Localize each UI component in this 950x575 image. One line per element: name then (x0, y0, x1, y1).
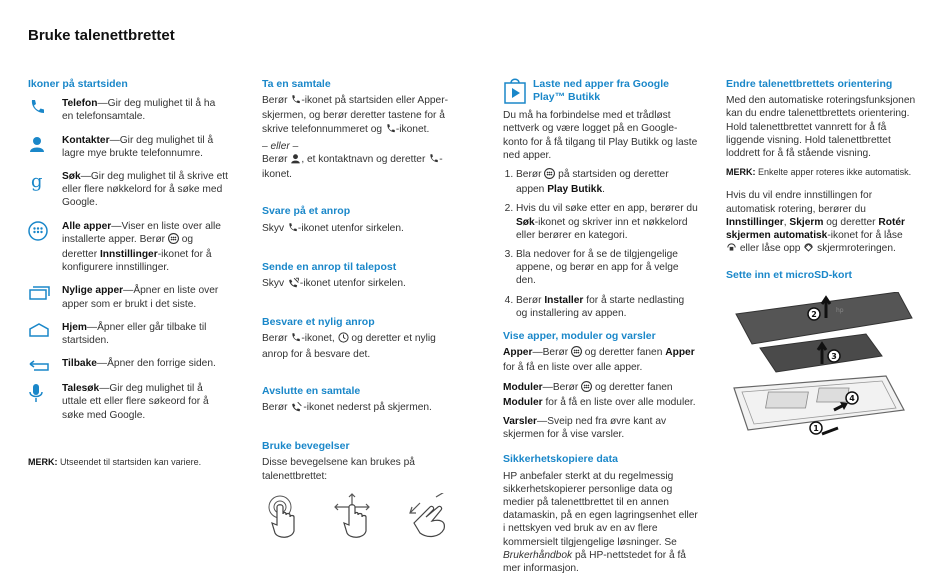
swipe-gesture-icon (334, 493, 376, 547)
list-item: 3. Bla nedover for å se de tilgjengelige appene, og berør en app for å velge den. (516, 248, 698, 288)
google-search-icon (28, 170, 62, 191)
list-item: 1. Berør på startsiden og deretter appen Play Butikk. (516, 168, 698, 196)
end-call-icon (290, 401, 303, 416)
download-steps (503, 168, 698, 320)
phone-icon (290, 332, 301, 347)
pinch-gesture-icon (406, 493, 450, 547)
section-heading: Vise apper, moduler og varsler (503, 330, 656, 343)
step-number: 4 (849, 393, 855, 403)
home-icon (28, 321, 62, 338)
back-icon (28, 357, 62, 372)
list-item: 2. Hvis du vil søke etter en app, berører du Søk-ikonet og skriver inn et nøkkelord eller berører en kategori. (516, 202, 698, 242)
phone-icon (28, 97, 62, 116)
section-heading: Svare på et anrop (262, 205, 351, 218)
section-heading: Avslutte en samtale (262, 384, 361, 397)
rotation-lock-icon (726, 242, 737, 257)
section-heading: Besvare et nylig anrop (262, 316, 375, 329)
list-item: Nylige apper—Åpner en liste over apper som er brukt i det siste. (28, 284, 228, 310)
microsd-illustration (726, 292, 916, 462)
step-number: 2 (811, 309, 817, 319)
list-item: Kontakter—Gir deg mulighet til å lagre mye brukte telefonnumre. (28, 134, 228, 160)
all-apps-icon (168, 233, 179, 248)
play-store-icon (503, 78, 533, 108)
calls-column: Ta en samtale Berør -ikonet på startsiden eller Apper-skjermen, og berør deretter tastene for å skrive telefonnummeret og -ikonet. – eller – Berør , et kontaktnavn og deretter -ikonet. Svare på et anrop Skyv -ikonet utenfor sirkelen. Sende en anrop til talepost Skyv -ikonet utenfor sirkelen. Besvare et nylig anrop Berør -ikonet, og deretter et nylig anrop for å besvare det. Avslutte en samtale Berør -ikonet nederst på skjermen. Bruke bevegelser Disse bevegelsene kan brukes på talenettbrettet: (262, 78, 452, 547)
list-item: g Søk—Gir deg mulighet til å skrive ett eller flere nøkkelord for å søke med Google. (28, 170, 228, 210)
list-item: Talesøk—Gir deg mulighet til å uttale ett eller flere søkeord for å søke med Google. (28, 382, 228, 422)
home-icons-column (28, 78, 228, 469)
list-item: Telefon—Gir deg mulighet til å ha en telefonsamtale. (28, 97, 228, 123)
page-title: Bruke talenettbrettet (28, 27, 175, 44)
voicemail-icon (287, 277, 300, 292)
list-item: Hjem—Åpner eller går tilbake til startsiden. (28, 321, 228, 347)
section-heading: Bruke bevegelser (262, 440, 350, 453)
recent-apps-icon (28, 284, 62, 301)
list-item: Alle apper—Viser en liste over alle installerte apper. Berør og deretter Innstillinger-ikonet for å konfigurere innstillinger. (28, 220, 228, 275)
section-heading: Sette inn et microSD-kort (726, 269, 853, 282)
clock-icon (338, 332, 349, 347)
phone-icon (287, 222, 298, 237)
rotation-unlock-icon (803, 242, 814, 257)
contacts-icon (28, 134, 62, 153)
note: MERK: Enkelte apper roteres ikke automatisk. (726, 167, 912, 178)
phone-icon (290, 94, 301, 109)
list-item: Tilbake—Åpner den forrige siden. (28, 357, 228, 372)
list-item: 4. Berør Installer for å starte nedlasting og installering av appen. (516, 294, 698, 320)
contacts-icon (290, 153, 301, 168)
apps-column: Laste ned apper fra Google Play™ Butikk Du må ha forbindelse med et trådløst nettverk og være logget på en Google-konto for å få tilgang til Play Butikk og laste ned apper. 1. Berør på startsiden og deretter appen Play Butikk. 2. Hvis du vil søke etter en app, berører du Søk-ikonet og skriver inn et nøkkelord eller berører en kategori. 3. Bla nedover for å se de tilgjengelige appene, og berør en app for å velge den. 4. Berør Installer for å starte nedlasting og installering av appen. Vise apper, moduler og varsler Apper—Berør og deretter fanen Apper for å få en liste over alle apper. Moduler—Berør og deretter fanen Moduler for å få en liste over alle moduler. Varsler—Sveip ned fra øvre kant av skjermen for å vise varsler. Sikkerhetskopiere data HP anbefaler sterkt at du regelmessig sikkerhetskopierer personlige data og medier på talenettbrettet til en annen datamaskin, på en egen lagringsenhet eller i nettskyen ved bruk av en av flere kommersielt tilgjengelige løsninger. Se Brukerhåndbok på HP-nettstedet for å få mer informasjon. (503, 78, 698, 575)
home-icons-heading: Ikoner på startsiden (28, 78, 128, 90)
phone-icon (385, 123, 396, 138)
section-heading: Sende en anrop til talepost (262, 260, 397, 273)
step-number: 1 (813, 423, 819, 433)
tap-gesture-icon (262, 493, 304, 547)
step-number: 3 (831, 351, 837, 361)
gestures-illustration (262, 493, 452, 547)
all-apps-icon (571, 346, 582, 361)
play-store-heading-row (503, 78, 698, 108)
all-apps-icon (544, 168, 555, 183)
phone-icon (428, 153, 439, 168)
section-heading: Sikkerhetskopiere data (503, 453, 618, 466)
svg-text:hp: hp (836, 306, 844, 314)
orientation-column: Endre talenettbrettets orientering Med den automatiske roteringsfunksjonen kan du endre talenettbrettets orientering. Hold talenettbrettet vannrett for å få liggende visning. Hold talenettbrettet loddrett for å få stående visning. MERK: Enkelte apper roteres ikke automatisk. Hvis du vil endre innstillingen for automatisk rotering, berører du Innstillinger, Skjerm og deretter Rotér skjermen automatisk-ikonet for å låse eller låse opp skjermroteringen. Sette inn et microSD-kort hp 2 3 4 1 (726, 78, 916, 466)
all-apps-icon (28, 220, 62, 241)
section-heading: Laste ned apper fra Google Play™ Butikk (533, 78, 669, 104)
microphone-icon (28, 382, 62, 403)
note: MERK: Utseendet til startsiden kan variere. (28, 456, 202, 467)
section-heading: Ta en samtale (262, 78, 331, 90)
section-heading: Endre talenettbrettets orientering (726, 78, 893, 90)
all-apps-icon (581, 381, 592, 396)
svg-text:g: g (31, 171, 43, 192)
